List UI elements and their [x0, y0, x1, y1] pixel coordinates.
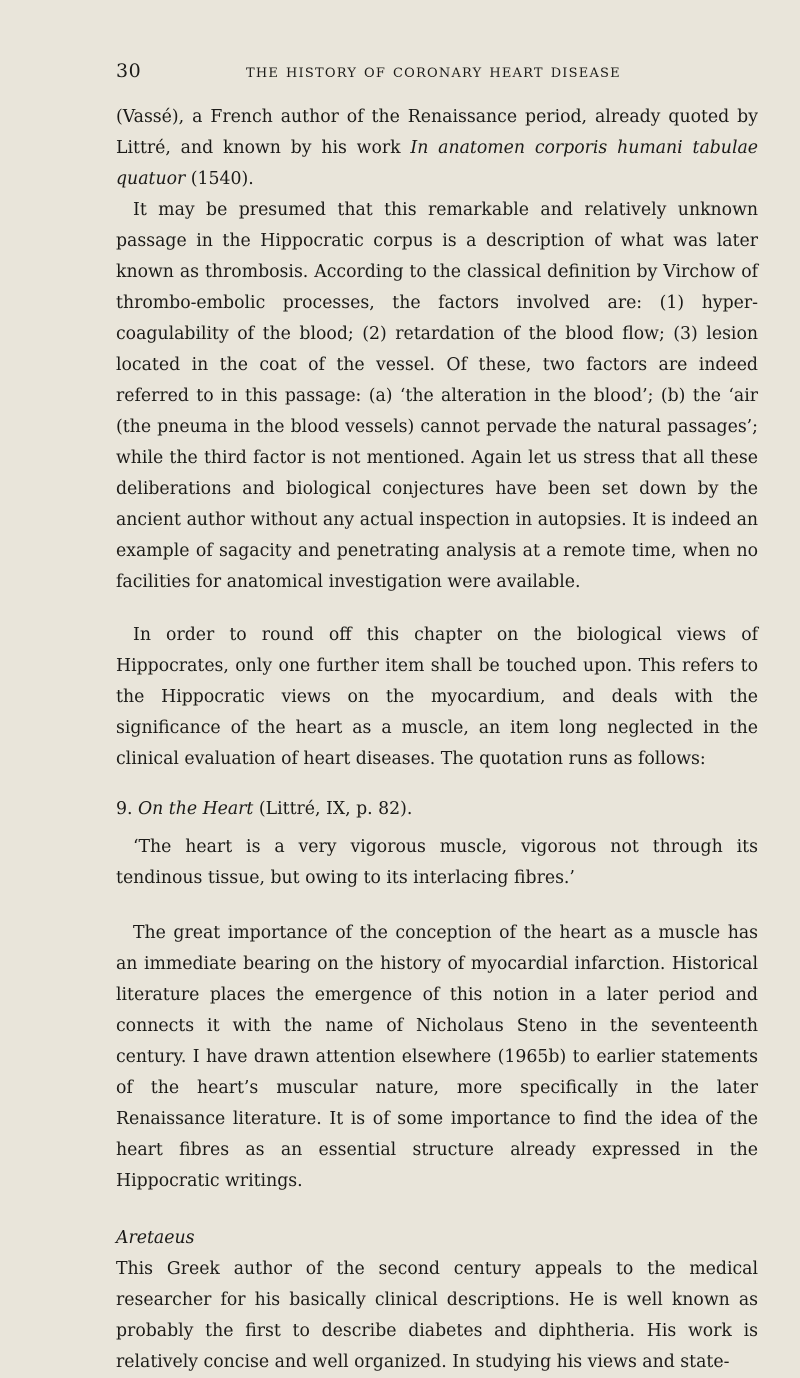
- block-quote: ‘The heart is a very vigorous muscle, vigorous not through its tendinous tissue, but owing to its interlacing fibres.’: [116, 837, 758, 888]
- paragraph-thrombosis: It may be presumed that this remarkable and relatively unknown passage in the Hippocratic corpus is a description of what was later known as thrombosis. According to the classical definition by Virchow of thrombo-embolic processes, the factors involved are: (1) hyper-coagulability of the blood; (2) retardation of the blood flow; (3) lesion located in the coat of the vessel. Of these, two factors are indeed referred to in this passage: (a) ‘the alteration in the blood’; (b) the ‘air (the pneuma in the blood vessels) cannot pervade the natural passages’; while the third factor is not mentioned. Again let us stress that all these deliberations and biological conjectures have been set down by the ancient author without any actual inspection in autopsies. It is indeed an example of sagacity and penetrating analysis at a remote time, when no facilities for anatomical investigation were available.: [116, 200, 758, 592]
- citation-source: (Littré, IX, p. 82).: [253, 799, 413, 819]
- citation-number: 9.: [116, 799, 138, 819]
- paragraph-continuation: [116, 102, 758, 195]
- page-number: 30: [116, 60, 142, 82]
- paragraph-heart-muscle: The great importance of the conception of the heart as a muscle has an immediate bearing on the history of myocardial infarction. Historical literature places the emergence of this notion in a later period and connects it with the name of Nicholaus Steno in the seventeenth century. I have drawn attention elsewhere (1965b) to earlier statements of the heart’s muscular nature, more specifically in the later Renaissance literature. It is of some importance to find the idea of the heart fibres as an essential structure already expressed in the Hippocratic writings.: [116, 923, 758, 1191]
- work-title: In anatomen corporis humani tabulae quatuor: [116, 138, 758, 189]
- citation-title: On the Heart: [137, 799, 254, 819]
- paragraph-text: (1540).: [185, 169, 254, 189]
- section-heading: Aretaeus: [116, 1228, 195, 1248]
- citation: [116, 794, 758, 825]
- running-head: [116, 60, 758, 96]
- paragraph-text: (Vassé), a French author of the Renaissance period, already quoted by Littré, and known by his work: [116, 107, 758, 158]
- paragraph-myocardium: In order to round off this chapter on the biological views of Hippocrates, only one further item shall be touched upon. This refers to the Hippocratic views on the myocardium, and deals with the significance of the heart as a muscle, an item long neglected in the clinical evaluation of heart diseases. The quotation runs as follows:: [116, 625, 758, 769]
- paragraph-aretaeus: This Greek author of the second century appeals to the medical researcher for his basically clinical descriptions. He is well known as probably the first to describe diabetes and diphtheria. His work is relatively concise and well organized. In studying his views and state-: [116, 1259, 758, 1372]
- running-title: the history of coronary heart disease: [246, 61, 621, 82]
